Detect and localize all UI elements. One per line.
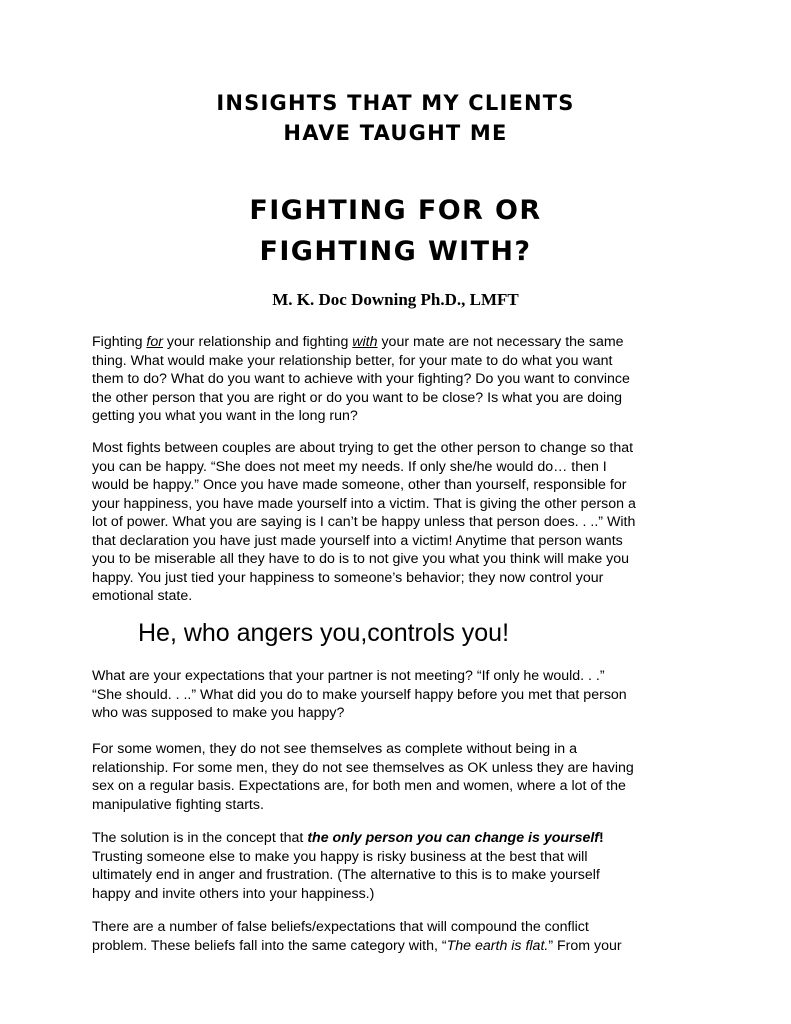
paragraph-2: [92, 439, 712, 606]
series-heading-line-2: HAVE TAUGHT ME: [283, 121, 508, 145]
text-run: !: [599, 830, 604, 846]
paragraph-line: the other person that you are right or do you want to be close? Is what you are doing: [92, 389, 622, 406]
paragraph-3: [92, 667, 712, 723]
paragraph-line: [92, 937, 712, 956]
emphasis-earth-is-flat: The earth is flat.: [446, 937, 549, 954]
paragraph-line: emotional state.: [92, 588, 193, 604]
pull-quote: He, who angers you,controls you!: [138, 619, 510, 647]
article-title-line-2: FIGHTING WITH?: [259, 236, 532, 267]
paragraph-line: manipulative fighting starts.: [92, 796, 264, 813]
paragraph-line: Most fights between couples are about trying to get the other person to change so that: [92, 440, 634, 456]
paragraph-line: you to be miserable all they have to do is to not give you what you think will make you: [92, 551, 630, 567]
paragraph-line: you can be happy. “She does not meet my needs. If only she/he would do… then I: [92, 458, 607, 475]
text-run: your relationship and fighting: [162, 334, 353, 350]
article-title-line-1: FIGHTING FOR OR: [249, 195, 542, 226]
paragraph-line: getting you what you want in the long run?: [92, 408, 358, 424]
text-run: Fighting: [92, 334, 147, 350]
paragraph-line: relationship. For some men, they do not see themselves as OK unless they are having: [92, 759, 634, 776]
author-byline: M. K. Doc Downing Ph.D., LMFT: [272, 290, 519, 309]
paragraph-line: sex on a regular basis. Expectations are, for both men and women, where a lot of the: [92, 778, 626, 794]
emphasis-with: with: [352, 334, 378, 350]
text-run: ” From your: [548, 937, 622, 954]
paragraph-line: that declaration you have just made yourself into a victim! Anytime that person wants: [92, 532, 623, 549]
paragraph-4: [92, 740, 712, 814]
paragraph-1: [92, 333, 712, 426]
text-run: problem. These beliefs fall into the same category with, “: [92, 937, 447, 954]
emphasis-for: for: [146, 334, 163, 350]
paragraph-line: For some women, they do not see themselves as complete without being in a: [92, 741, 577, 757]
paragraph-line: What are your expectations that your partner is not meeting? “If only he would. . .”: [92, 668, 605, 684]
paragraph-line: ultimately end in anger and frustration. (The alternative to this is to make yourself: [92, 867, 600, 883]
paragraph-6: [92, 918, 712, 955]
series-heading-line-1: INSIGHTS THAT MY CLIENTS: [216, 91, 575, 115]
paragraph-line: thing. What would make your relationship better, for your mate to do what you want: [92, 352, 613, 369]
paragraph-line: lot of power. What you are saying is I can’t be happy unless that person does. . ..” With: [92, 514, 636, 530]
paragraph-5: [92, 829, 712, 903]
paragraph-line: “She should. . ..” What did you do to make yourself happy before you met that person: [92, 686, 627, 703]
paragraph-line: would be happy.” Once you have made someone, other than yourself, responsible for: [92, 477, 627, 493]
emphasis-key-insight: the only person you can change is yourself: [307, 830, 600, 846]
paragraph-line: who was supposed to make you happy?: [92, 705, 345, 721]
paragraph-line: happy and invite others into your happiness.): [92, 885, 375, 902]
paragraph-line: them to do? What do you want to achieve with your fighting? Do you want to convince: [92, 371, 630, 387]
series-heading: [0, 88, 791, 148]
paragraph-line: [92, 829, 712, 848]
article-title: [0, 190, 791, 272]
text-run: The solution is in the concept that: [92, 830, 308, 846]
paragraph-line: Trusting someone else to make you happy is risky business at the best that will: [92, 848, 588, 865]
paragraph-line: happy. You just tied your happiness to someone’s behavior; they now control your: [92, 569, 604, 586]
paragraph-line: There are a number of false beliefs/expectations that will compound the conflict: [92, 919, 589, 935]
text-run: your mate are not necessary the same: [377, 334, 624, 350]
paragraph-line: [92, 333, 712, 352]
paragraph-line: your happiness, you have made yourself into a victim. That is giving the other person a: [92, 495, 636, 512]
